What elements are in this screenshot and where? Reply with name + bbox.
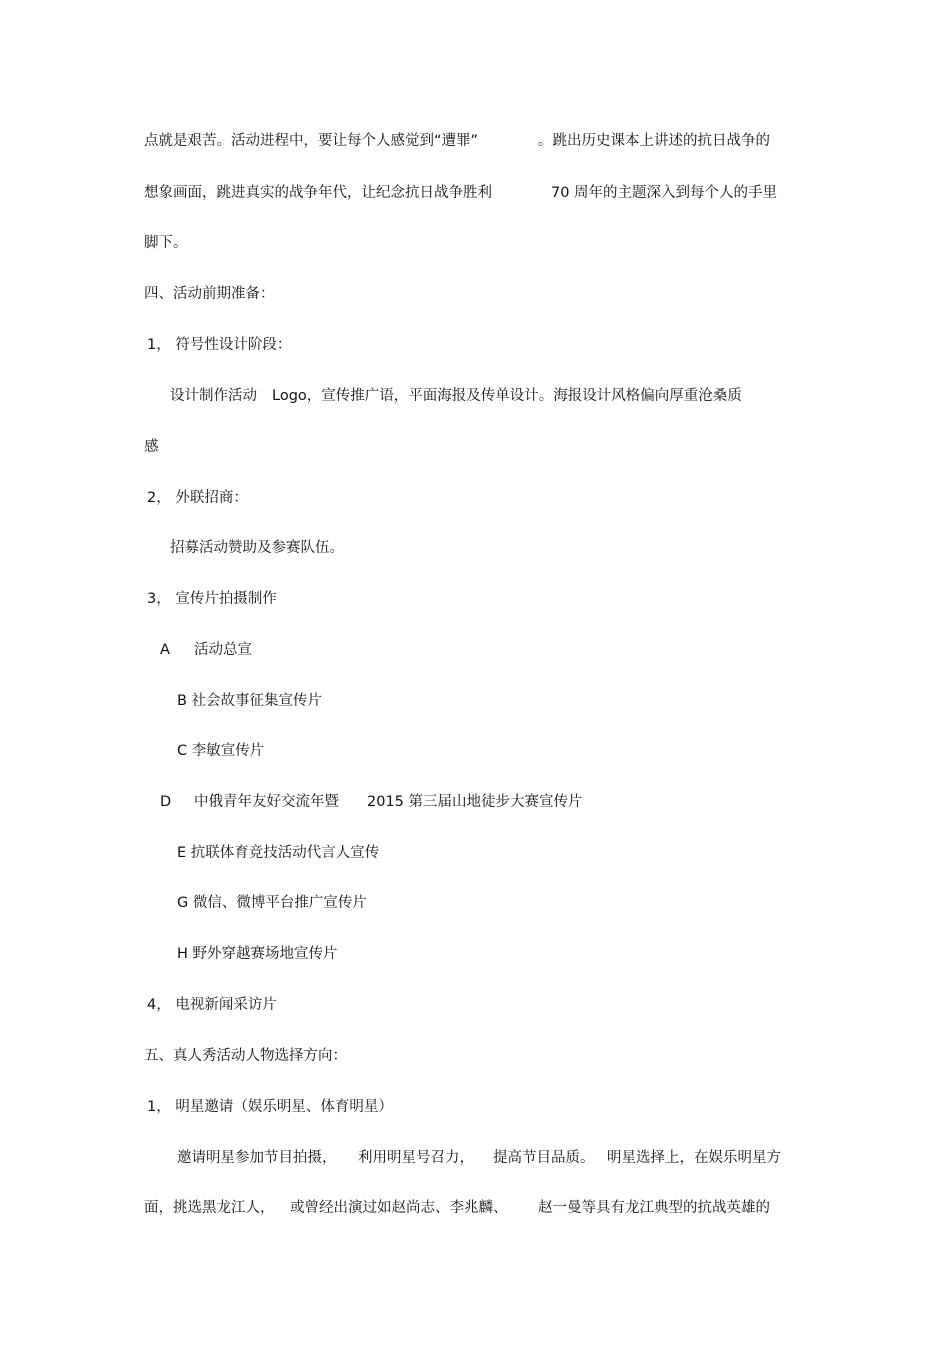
text-segment: 想象画面，跳进真实的战争年代，让纪念抗日战争胜利 xyxy=(144,185,492,201)
text-segment: 感 xyxy=(144,439,159,455)
list-marker: D xyxy=(160,794,172,810)
text-segment: 面，挑选黑龙江人， xyxy=(144,1200,275,1216)
text-segment: 赵一曼等具有龙江典型的抗战英雄的 xyxy=(538,1200,770,1216)
text-segment: 活动总宣 xyxy=(194,642,252,658)
text-segment: 提高节目品质。 xyxy=(493,1150,595,1166)
text-segment: 2015 第三届山地徒步大赛宣传片 xyxy=(367,794,583,810)
text-segment: 利用明星号召力， xyxy=(358,1150,474,1166)
text-segment: C 李敏宣传片 xyxy=(177,743,265,759)
text-segment: 点就是艰苦。活动进程中，要让每个人感觉到“遭罪” xyxy=(144,133,479,149)
text-segment: 四、活动前期准备： xyxy=(144,286,275,302)
text-segment: B 社会故事征集宣传片 xyxy=(177,693,323,709)
text-segment: 明星选择上，在娱乐明星方 xyxy=(607,1150,781,1166)
text-segment: 。跳出历史课本上讲述的抗日战争的 xyxy=(538,133,770,149)
text-segment: 70 周年的主题深入到每个人的手里 xyxy=(551,185,778,201)
text-segment: 4， 电视新闻采访片 xyxy=(147,997,277,1013)
text-segment: 2， 外联招商： xyxy=(147,490,248,506)
text-segment: 3， 宣传片拍摄制作 xyxy=(147,591,277,607)
text-segment: Logo，宣传推广语，平面海报及传单设计。海报设计风格偏向厚重沧桑质 xyxy=(272,388,742,404)
text-segment: 1， 符号性设计阶段： xyxy=(147,337,292,353)
text-segment: 1， 明星邀请（娱乐明星、体育明星） xyxy=(147,1099,393,1115)
text-segment: 设计制作活动 xyxy=(170,388,257,404)
text-segment: 或曾经出演过如赵尚志、李兆麟、 xyxy=(290,1200,508,1216)
text-segment: G 微信、微博平台推广宣传片 xyxy=(177,895,367,911)
text-segment: E 抗联体育竞技活动代言人宣传 xyxy=(177,845,380,861)
list-marker: A xyxy=(160,642,170,658)
text-segment: H 野外穿越赛场地宣传片 xyxy=(177,946,338,962)
text-segment: 五、真人秀活动人物选择方向： xyxy=(144,1048,347,1064)
text-segment: 招募活动赞助及参赛队伍。 xyxy=(170,540,344,556)
text-segment: 邀请明星参加节目拍摄， xyxy=(177,1150,337,1166)
text-segment: 脚下。 xyxy=(144,235,188,251)
text-segment: 中俄青年友好交流年暨 xyxy=(194,794,339,810)
